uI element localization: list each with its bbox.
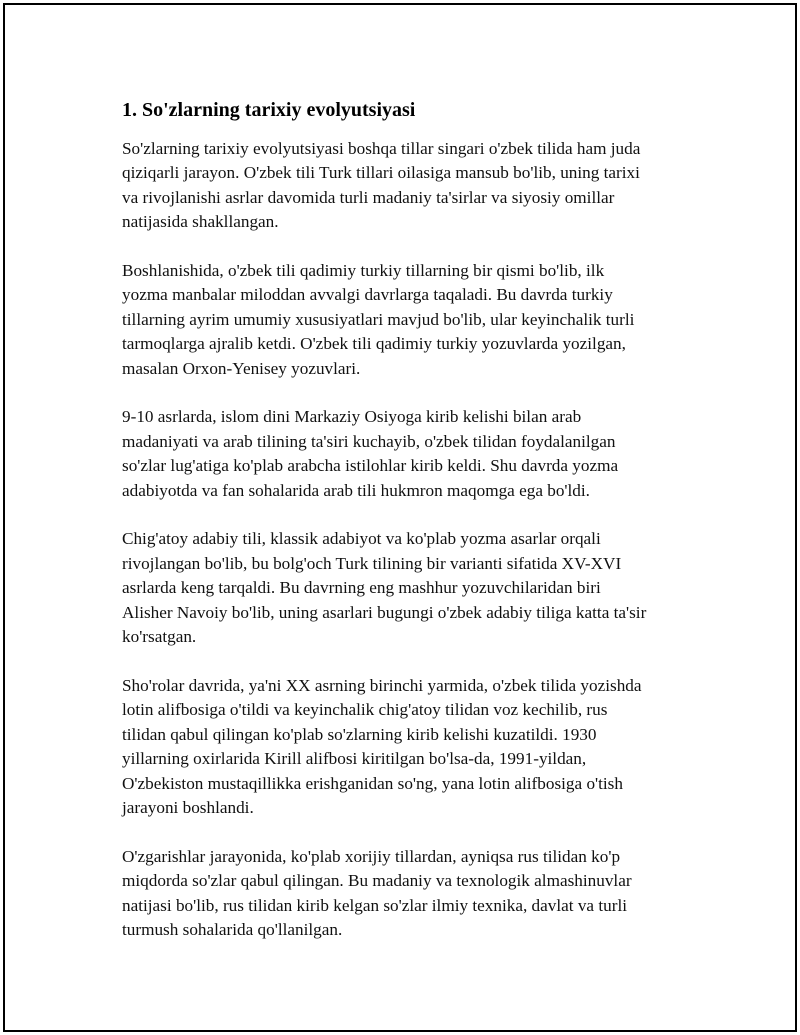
paragraph-line: rivojlangan bo'lib, bu bolg'och Turk tilining bir varianti sifatida XV-XVI xyxy=(122,553,622,573)
paragraph-6 xyxy=(122,845,692,943)
paragraph-line: O'zbekiston mustaqillikka erishganidan so'ng, yana lotin alifbosiga o'tish xyxy=(122,773,623,793)
paragraph-line: miqdorda so'zlar qabul qilingan. Bu madaniy va texnologik almashinuvlar xyxy=(122,871,632,891)
paragraph-2 xyxy=(122,259,692,381)
document-body xyxy=(122,96,692,967)
paragraph-line: turmush sohalarida qo'llanilgan. xyxy=(122,919,343,939)
paragraph-line: adabiyotda va fan sohalarida arab tili hukmron maqomga ega bo'ldi. xyxy=(122,480,590,500)
paragraph-1 xyxy=(122,137,692,235)
section-heading: 1. So'zlarning tarixiy evolyutsiyasi xyxy=(122,99,416,121)
paragraph-line: masalan Orxon-Yenisey yozuvlari. xyxy=(122,358,361,378)
paragraph-line: yozma manbalar miloddan avvalgi davrlarga taqaladi. Bu davrda turkiy xyxy=(122,285,613,305)
paragraph-line: Chig'atoy adabiy tili, klassik adabiyot va ko'plab yozma asarlar orqali xyxy=(122,529,601,549)
paragraph-line: O'zgarishlar jarayonida, ko'plab xorijiy tillardan, ayniqsa rus tilidan ko'p xyxy=(122,846,621,866)
paragraph-line: So'zlarning tarixiy evolyutsiyasi boshqa tillar singari o'zbek tilida ham juda xyxy=(122,139,641,158)
page-frame xyxy=(3,3,797,1032)
paragraph-line: 9-10 asrlarda, islom dini Markaziy Osiyoga kirib kelishi bilan arab xyxy=(122,407,582,427)
paragraph-line: tilidan qabul qilingan ko'plab so'zlarning kirib kelishi kuzatildi. 1930 xyxy=(122,724,597,744)
paragraph-line: asrlarda keng tarqaldi. Bu davrning eng mashhur yozuvchilaridan biri xyxy=(122,578,601,598)
paragraph-line: natijasida shakllangan. xyxy=(122,212,279,232)
paragraph-line: natijasi bo'lib, rus tilidan kirib kelgan so'zlar ilmiy texnika, davlat va turli xyxy=(122,895,628,915)
paragraph-line: madaniyati va arab tilining ta'siri kuchayib, o'zbek tilidan foydalanilgan xyxy=(122,431,616,451)
paragraph-line: Boshlanishida, o'zbek tili qadimiy turkiy tillarning bir qismi bo'lib, ilk xyxy=(122,261,605,281)
paragraph-4 xyxy=(122,527,692,649)
paragraph-line: Alisher Navoiy bo'lib, uning asarlari bugungi o'zbek adabiy tiliga katta ta'sir xyxy=(122,602,647,622)
paragraph-list xyxy=(122,137,692,942)
paragraph-line: tillarning ayrim umumiy xususiyatlari mavjud bo'lib, ular keyinchalik turli xyxy=(122,309,635,329)
paragraph-line: lotin alifbosiga o'tildi va keyinchalik chig'atoy tilidan voz kechilib, rus xyxy=(122,700,608,720)
paragraph-line: yillarning oxirlarida Kirill alifbosi kiritilgan bo'lsa-da, 1991-yildan, xyxy=(122,749,587,769)
paragraph-line: va rivojlanishi asrlar davomida turli madaniy ta'sirlar va siyosiy omillar xyxy=(122,187,615,207)
paragraph-3 xyxy=(122,405,692,503)
paragraph-line: jarayoni boshlandi. xyxy=(122,797,254,817)
paragraph-line: ko'rsatgan. xyxy=(122,627,197,647)
paragraph-5 xyxy=(122,674,692,820)
paragraph-line: Sho'rolar davrida, ya'ni XX asrning birinchi yarmida, o'zbek tilida yozishda xyxy=(122,675,642,695)
paragraph-line: so'zlar lug'atiga ko'plab arabcha istilohlar kirib keldi. Shu davrda yozma xyxy=(122,456,619,476)
paragraph-line: qiziqarli jarayon. O'zbek tili Turk tillari oilasiga mansub bo'lib, uning tarixi xyxy=(122,163,640,183)
paragraph-line: tarmoqlarga ajralib ketdi. O'zbek tili qadimiy turkiy yozuvlarda yozilgan, xyxy=(122,334,626,354)
